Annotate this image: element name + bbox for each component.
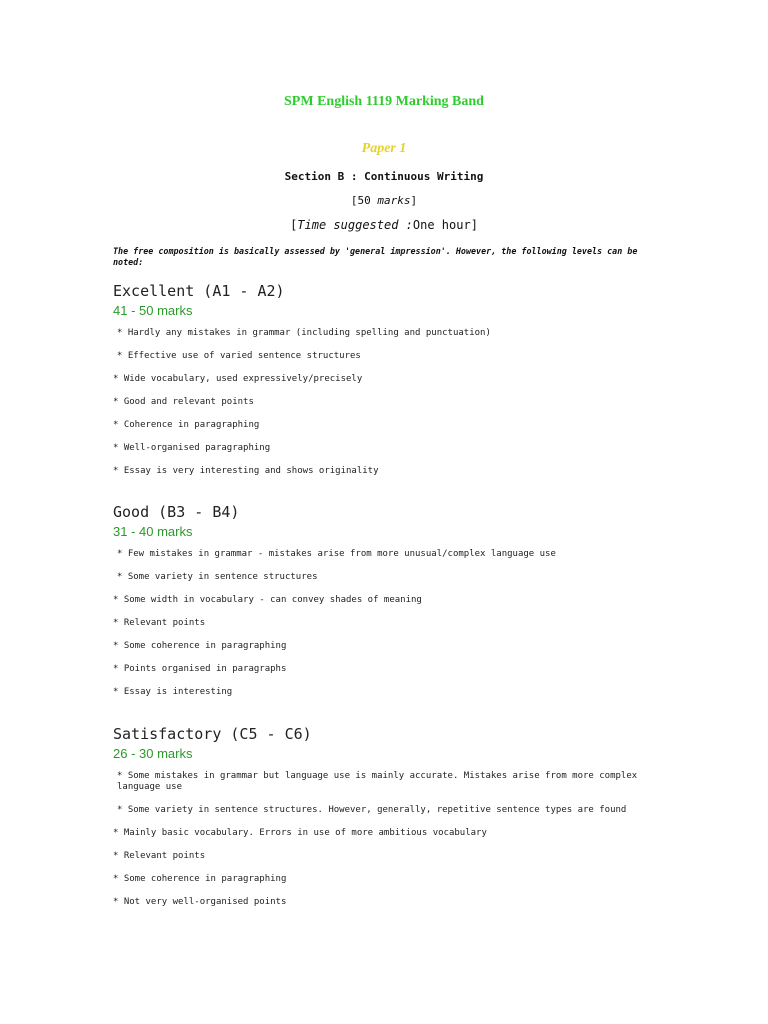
criteria-item: * Essay is very interesting and shows originality xyxy=(113,466,379,476)
section-heading: Section B : Continuous Writing xyxy=(284,170,484,183)
time-close-bracket: ] xyxy=(470,218,478,232)
criteria-list xyxy=(113,328,673,477)
time-open-bracket: [ xyxy=(290,218,298,232)
marks-prefix: [50 xyxy=(350,194,378,207)
band-marks: 26 - 30 marks xyxy=(113,746,193,761)
paper-heading: Paper 1 xyxy=(361,141,407,156)
time-suggested xyxy=(0,218,768,232)
criteria-item: * Hardly any mistakes in grammar (including spelling and punctuation) xyxy=(117,328,491,338)
criteria-item: * Some width in vocabulary - can convey shades of meaning xyxy=(113,595,422,605)
marks-suffix: ] xyxy=(410,194,418,207)
criteria-item: * Some coherence in paragraphing xyxy=(113,874,287,884)
criteria-item: * Relevant points xyxy=(113,851,206,861)
band-heading: Satisfactory (C5 - C6) xyxy=(113,725,312,743)
time-label: Time suggested : xyxy=(297,218,413,232)
band-satisfactory xyxy=(113,724,673,920)
band-excellent xyxy=(113,281,673,489)
criteria-item: * Essay is interesting xyxy=(113,687,233,697)
intro-paragraph: The free composition is basically assessed by 'general impression'. However, the following levels can be noted: xyxy=(113,246,638,267)
criteria-item: * Coherence in paragraphing xyxy=(113,420,260,430)
band-good xyxy=(113,502,673,710)
band-marks: 31 - 40 marks xyxy=(113,524,193,539)
criteria-item: * Wide vocabulary, used expressively/precisely xyxy=(113,374,363,384)
criteria-item: * Good and relevant points xyxy=(113,397,254,407)
criteria-item: * Relevant points xyxy=(113,618,206,628)
criteria-item: * Some coherence in paragraphing xyxy=(113,641,287,651)
criteria-list xyxy=(113,771,673,908)
criteria-item: * Not very well-organised points xyxy=(113,897,287,907)
band-heading: Excellent (A1 - A2) xyxy=(113,282,285,300)
total-marks xyxy=(0,194,768,207)
criteria-item: * Some mistakes in grammar but language use is mainly accurate. Mistakes arise from more complex language use xyxy=(117,771,638,792)
criteria-item: * Points organised in paragraphs xyxy=(113,664,287,674)
criteria-item: * Some variety in sentence structures. However, generally, repetitive sentence types are found xyxy=(117,805,627,815)
band-heading: Good (B3 - B4) xyxy=(113,503,240,521)
document-title: SPM English 1119 Marking Band xyxy=(284,94,484,109)
band-marks: 41 - 50 marks xyxy=(113,303,193,318)
criteria-item: * Well-organised paragraphing xyxy=(113,443,271,453)
time-value: One hour xyxy=(412,218,471,232)
criteria-item: * Few mistakes in grammar - mistakes arise from more unusual/complex language use xyxy=(117,549,556,559)
criteria-item: * Effective use of varied sentence structures xyxy=(117,351,361,361)
criteria-item: * Mainly basic vocabulary. Errors in use of more ambitious vocabulary xyxy=(113,828,487,838)
criteria-list xyxy=(113,549,673,698)
marks-word: marks xyxy=(377,194,411,207)
criteria-item: * Some variety in sentence structures xyxy=(117,572,318,582)
